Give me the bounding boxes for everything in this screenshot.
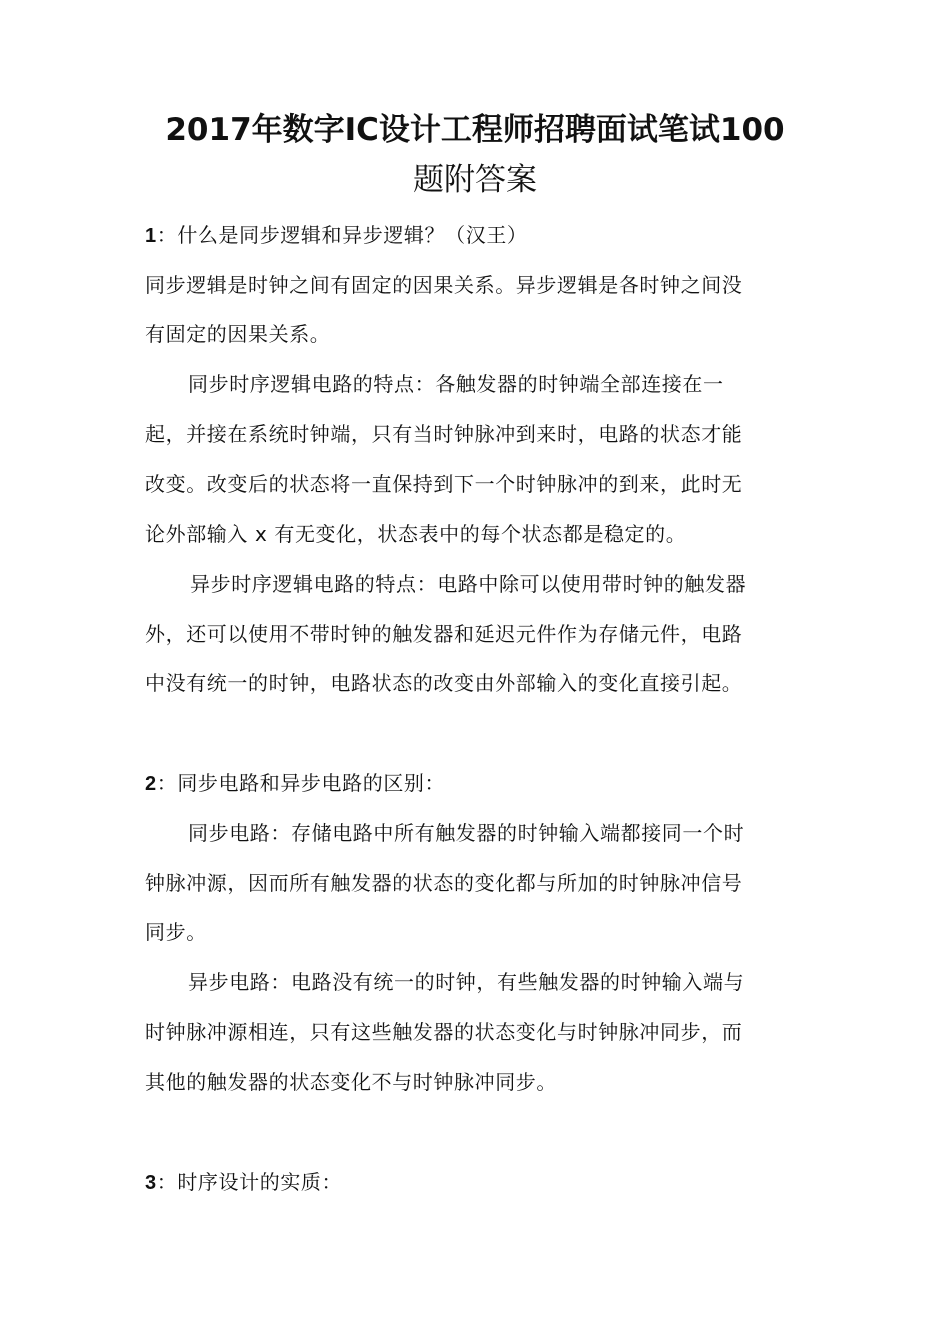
answer-1-line: 中没有统一的时钟，电路状态的改变由外部输入的变化直接引起。 <box>145 671 743 695</box>
question-3-text: ：时序设计的实质： <box>156 1170 343 1194</box>
answer-2-line: 异步电路：电路没有统一的时钟，有些触发器的时钟输入端与 <box>188 970 745 994</box>
question-2-number: 2 <box>145 773 157 795</box>
answer-2-line: 同步电路：存储电路中所有触发器的时钟输入端都接同一个时 <box>188 821 745 845</box>
question-1-text: ：什么是同步逻辑和异步逻辑？（汉王） <box>156 223 528 247</box>
answer-1-line: 同步时序逻辑电路的特点：各触发器的时钟端全部连接在一 <box>188 372 724 396</box>
answer-2-line: 时钟脉冲源相连，只有这些触发器的状态变化与时钟脉冲同步，而 <box>145 1020 743 1044</box>
answer-1-line: 改变。改变后的状态将一直保持到下一个时钟脉冲的到来，此时无 <box>145 472 743 496</box>
answer-2-line: 同步。 <box>145 920 207 944</box>
answer-1-line: 异步时序逻辑电路的特点：电路中除可以使用带时钟的触发器 <box>190 572 747 596</box>
answer-1-line: 起，并接在系统时钟端，只有当时钟脉冲到来时，电路的状态才能 <box>145 422 743 446</box>
answer-1-line: 同步逻辑是时钟之间有固定的因果关系。异步逻辑是各时钟之间没 <box>145 273 743 297</box>
question-1-number: 1 <box>145 225 157 247</box>
question-3-number: 3 <box>145 1172 157 1194</box>
question-3-heading <box>145 1167 342 1198</box>
question-2-heading <box>145 768 445 799</box>
question-1-heading <box>145 220 528 251</box>
answer-2-line: 其他的触发器的状态变化不与时钟脉冲同步。 <box>145 1070 557 1094</box>
document-title-line-1: 2017年数字IC设计工程师招聘面试笔试100 <box>165 112 785 148</box>
answer-2-line: 钟脉冲源，因而所有触发器的状态的变化都与所加的时钟脉冲信号 <box>145 871 743 895</box>
document-title-line-2: 题附答案 <box>413 162 537 198</box>
answer-1-line: 论外部输入 x 有无变化，状态表中的每个状态都是稳定的。 <box>145 522 687 546</box>
answer-1-line: 有固定的因果关系。 <box>145 322 331 346</box>
answer-1-line: 外，还可以使用不带时钟的触发器和延迟元件作为存储元件，电路 <box>145 622 743 646</box>
question-2-text: ：同步电路和异步电路的区别： <box>156 771 446 795</box>
